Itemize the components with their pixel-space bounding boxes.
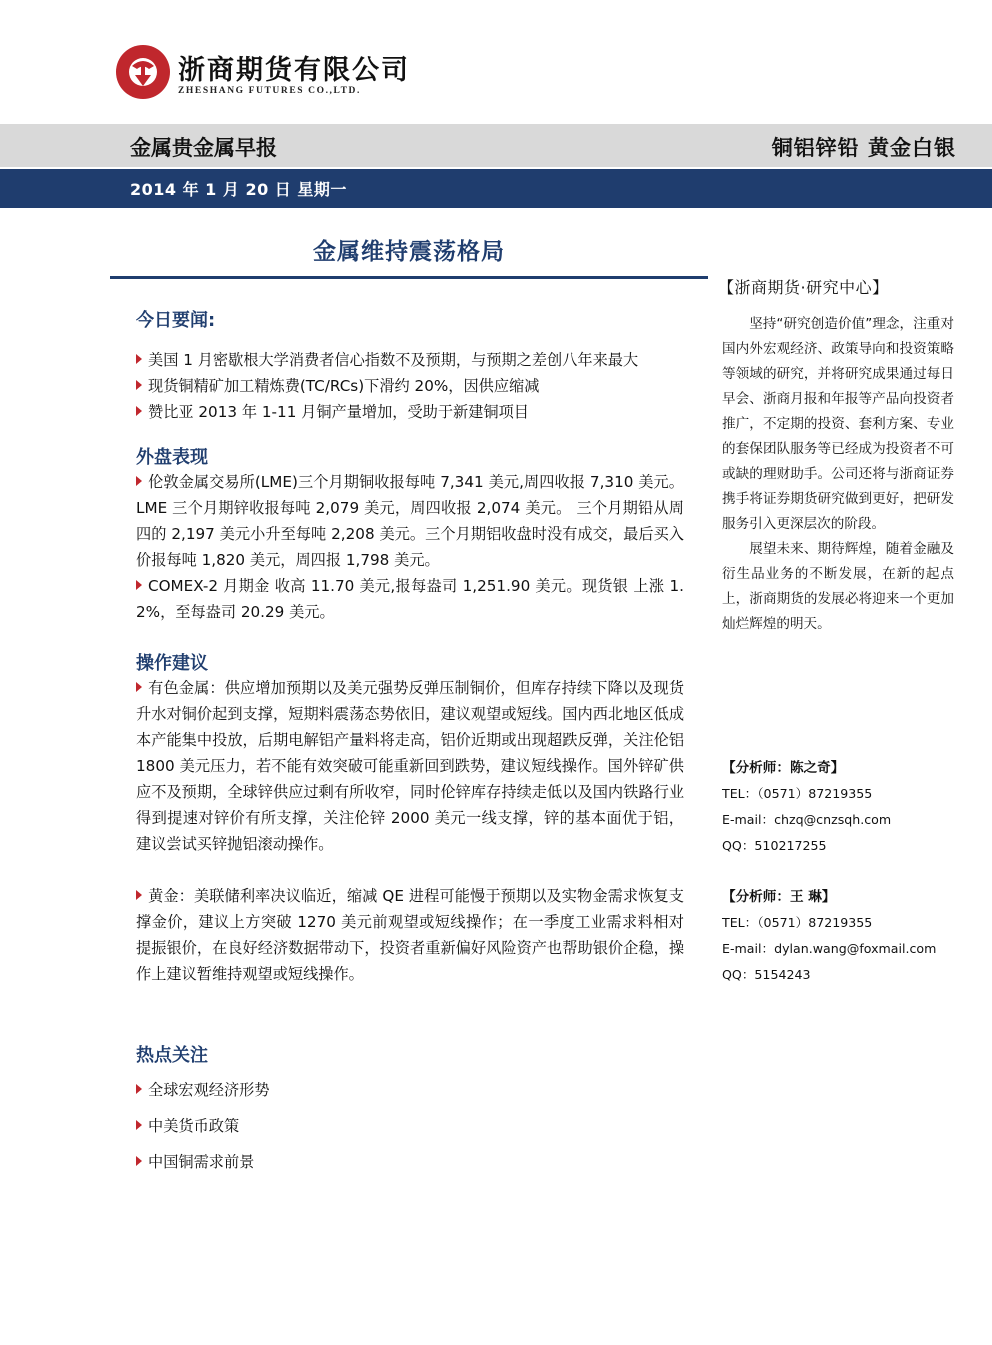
overseas-heading: 外盘表现 [136, 447, 208, 468]
bullet-arrow-icon [136, 1120, 142, 1130]
advice-item: 有色金属：供应增加预期以及美元强势反弹压制铜价，但库存持续下降以及现货升水对铜价起到支撑，短期料震荡态势依旧，建议观望或短线。国内西北地区低成本产能集中投放，后期电解铝产量料将走高，铝价近期或出现超跌反弹，关注伦铝 1800 美元压力，若不能有效突破可能重新回到跌势，建议短线操作。国外锌矿供应不及预期，全球锌供应过剩有所收窄，同时伦锌库存持续走低以及国内铁路行业得到提速对锌价有所支撑，关注伦锌 2000 美元一线支撑，锌的基本面优于铝，建议尝试买锌抛铝滚动操作。 [136, 679, 684, 853]
bullet-arrow-icon [136, 682, 142, 692]
news-item: 美国 1 月密歇根大学消费者信心指数不及预期，与预期之差创八年来最大 [136, 347, 684, 373]
report-type: 金属贵金属早报 [130, 136, 277, 160]
company-name-en: ZHESHANG FUTURES CO.,LTD. [178, 86, 361, 96]
focus-item: 中美货币政策 [136, 1113, 684, 1139]
overseas-item: COMEX-2 月期金 收高 11.70 美元,报每盎司 1,251.90 美元。现货银 上涨 1.2%，至每盎司 20.29 美元。 [136, 577, 684, 621]
bullet-arrow-icon [136, 1156, 142, 1166]
analyst-qq: QQ：5154243 [722, 967, 811, 982]
date-bar [0, 167, 992, 208]
focus-item: 中国铜需求前景 [136, 1149, 684, 1175]
company-logo [113, 42, 173, 102]
bullet-arrow-icon [136, 354, 142, 364]
sidebar-paragraph: 展望未来、期待辉煌，随着金融及衍生品业务的不断发展，在新的起点上，浙商期货的发展必将迎来一个更加灿烂辉煌的明天。 [722, 541, 954, 632]
sidebar-heading: 【浙商期货·研究中心】 [718, 278, 889, 297]
focus-item: 全球宏观经济形势 [136, 1077, 684, 1103]
analyst-name: 【分析师：陈之奇】 [722, 760, 845, 776]
bullet-arrow-icon [136, 1084, 142, 1094]
title-divider [110, 276, 708, 279]
bullet-arrow-icon [136, 890, 142, 900]
sidebar-paragraph: 坚持“研究创造价值”理念，注重对国内外宏观经济、政策导向和投资策略等领域的研究，并将研究成果通过每日早会、浙商月报和年报等产品向投资者推广，不定期的投资、套利方案、专业的套保团队服务等已经成为投资者不可或缺的理财助手。公司还将与浙商证券携手将证券期货研究做到更好，把研发服务引入更深层次的阶段。 [722, 316, 954, 532]
analyst-tel: TEL：（0571）87219355 [722, 915, 873, 930]
advice-heading: 操作建议 [136, 653, 208, 674]
news-item: 现货铜精矿加工精炼费(TC/RCs)下滑约 20%，因供应缩减 [136, 373, 684, 399]
focus-heading: 热点关注 [136, 1045, 208, 1066]
overseas-item: 伦敦金属交易所(LME)三个月期铜收报每吨 7,341 美元,周四收报 7,310 美元。LME 三个月期锌收报每吨 2,079 美元，周四收报 2,074 美元。 三个月期铅从周四的 2,197 美元小升至每吨 2,208 美元。三个月期铝收盘时没有成交，最后买入价报每吨 1,820 美元，周四报 1,798 美元。 [136, 473, 684, 569]
bullet-arrow-icon [136, 476, 142, 486]
analyst-email[interactable]: E-mail：dylan.wang@foxmail.com [722, 941, 937, 956]
page-title: 金属维持震荡格局 [313, 239, 505, 265]
analyst-email[interactable]: E-mail：chzq@cnzsqh.com [722, 812, 892, 827]
bullet-arrow-icon [136, 380, 142, 390]
news-heading: 今日要闻: [136, 310, 216, 331]
analyst-qq: QQ：510217255 [722, 838, 827, 853]
advice-item: 黄金：美联储利率决议临近，缩减 QE 进程可能慢于预期以及实物金需求恢复支撑金价，建议上方突破 1270 美元前观望或短线操作；在一季度工业需求料相对提振银价，在良好经济数据带动下，投资者重新偏好风险资产也帮助银价企稳，操作上建议暂维持观望或短线操作。 [136, 887, 684, 983]
analyst-card [722, 884, 962, 988]
analyst-tel: TEL：（0571）87219355 [722, 786, 873, 801]
report-banner [0, 124, 992, 167]
news-item: 赞比亚 2013 年 1-11 月铜产量增加，受助于新建铜项目 [136, 399, 684, 425]
bullet-arrow-icon [136, 580, 142, 590]
analyst-card [722, 755, 962, 859]
analyst-name: 【分析师：王 琳】 [722, 889, 836, 905]
report-date: 2014 年 1 月 20 日 星期一 [130, 180, 347, 199]
main-content [136, 290, 684, 1175]
sidebar-intro [722, 312, 954, 637]
bullet-arrow-icon [136, 406, 142, 416]
report-metals: 铜铝锌铅 黄金白银 [771, 136, 956, 160]
company-name-cn: 浙商期货有限公司 [178, 55, 410, 86]
